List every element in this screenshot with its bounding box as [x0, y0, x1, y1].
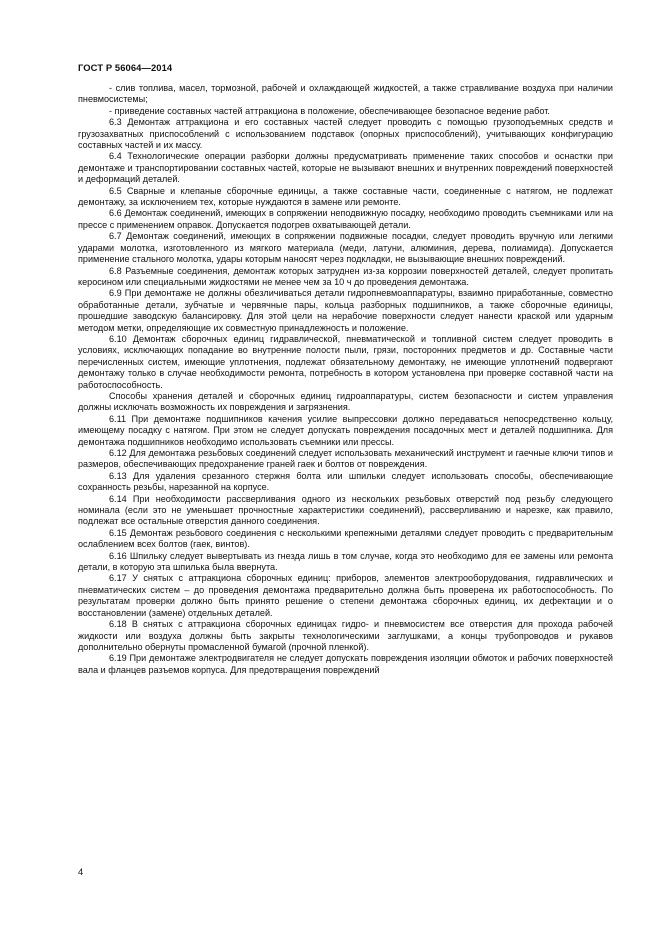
paragraph-6-12: 6.12 Для демонтажа резьбовых соединений следует использовать механический инструмент и гаечные ключи типов и размеров, обеспечивающих предохранение граней гаек и болтов от повреждения.	[78, 448, 613, 470]
document-body	[78, 83, 613, 676]
paragraph-fuel-drain: - слив топлива, масел, тормозной, рабочей и охлаждающей жидкостей, а также стравливание воздуха при наличии пневмосистемы;	[78, 83, 613, 105]
paragraph-6-7: 6.7 Демонтаж соединений, имеющих в сопряжении подвижные посадки, следует проводить вручную или легкими ударами молотка, изготовленного из мягкого материала (меди, латуни, алюминия, дерева, полиамида). Допускается применение стального молотка, удары которым наносят через подкладки, не вызывающие внешних повреждений.	[78, 231, 613, 265]
paragraph-6-5: 6.5 Сварные и клепаные сборочные единицы, а также составные части, соединенные с натягом, не подлежат демонтажу, за исключением тех, которые нуждаются в замене или ремонте.	[78, 185, 613, 208]
document-header-code: ГОСТ Р 56064—2014	[78, 62, 173, 73]
paragraph-6-15: 6.15 Демонтаж резьбового соединения с несколькими крепежными деталями следует проводить с предварительным ослаблением всех болтов (гаек, винтов).	[78, 527, 613, 550]
paragraph-6-3: 6.3 Демонтаж аттракциона и его составных частей следует проводить с помощью грузоподъемных средств и грузозахватных приспособлений с использованием подставок (опорных приспособлений), учитывающих конфигурацию составных частей и их массу.	[78, 117, 613, 151]
paragraph-6-6: 6.6 Демонтаж соединений, имеющих в сопряжении неподвижную посадку, необходимо проводить съемниками или на прессе с применением оправок. Допускается подогрев охватывающей детали.	[78, 208, 613, 230]
paragraph-6-10-storage: Способы хранения деталей и сборочных единиц гидроаппаратуры, систем безопасности и систем управления должны исключать возможность их повреждения и загрязнения.	[78, 390, 613, 413]
paragraph-6-14: 6.14 При необходимости рассверливания одного из нескольких резьбовых отверстий под резьбу следующего номинала (если это не уменьшает прочностные характеристики соединений), рассверливанию и нарезке, как правило, подлежат все остальные отверстия данного соединения.	[78, 493, 613, 527]
paragraph-6-16: 6.16 Шпильку следует вывертывать из гнезда лишь в том случае, когда это необходимо для ее замены или ремонта детали, в которую эта шпилька была ввернута.	[78, 550, 613, 573]
paragraph-6-13: 6.13 Для удаления срезанного стержня болта или шпильки следует использовать способы, обеспечивающие сохранность резьбы, нарезанной на корпусе.	[78, 470, 613, 493]
paragraph-6-18: 6.18 В снятых с аттракциона сборочных единицах гидро- и пневмосистем все отверстия для прохода рабочей жидкости или воздуха должны быть закрыты технологическими заглушками, а концы трубопроводов и рукавов дополнительно обернуты промасленной бумагой (прочной пленкой).	[78, 619, 613, 652]
paragraph-6-10: 6.10 Демонтаж сборочных единиц гидравлической, пневматической и топливной систем следует проводить в условиях, исключающих попадание во внутренние полости пыли, грязи, посторонних предметов и др. Составные части перечисленных систем, имеющие уплотнения, подлежат обязательному демонтажу, не имеющие уплотнений подвергают демонтажу только в случае необходимости ремонта, потребность в котором установлена при проверке составной части на работоспособность.	[78, 333, 613, 390]
paragraph-6-9: 6.9 При демонтаже не должны обезличиваться детали гидропневмоаппаратуры, взаимно приработанные, совместно обработанные детали, зубчатые и червячные пары, кольца разборных подшипников, а также сборочные единицы, прошедшие заводскую балансировку. Для этой цели на нерабочие поверхности следует нанести краской или ударным методом метки, определяющие их совместную принадлежность и положение.	[78, 288, 613, 333]
paragraph-safe-position: - приведение составных частей аттракциона в положение, обеспечивающее безопасное ведение работ.	[109, 105, 550, 116]
paragraph-6-17: 6.17 У снятых с аттракциона сборочных единиц: приборов, элементов электрооборудования, гидравлических и пневматических систем – до проведения демонтажа предварительно должна быть проверена их работоспособность. По результатам проверки должно быть принято решение о степени демонтажа сборочных единиц, их дефектации и о восстановлении (замене) отдельных деталей.	[78, 573, 613, 618]
paragraph-6-8: 6.8 Разъемные соединения, демонтаж которых затруднен из-за коррозии поверхностей деталей, следует пропитать керосином или специальными жидкостями не менее чем за 10 ч до проведения демонтажа.	[78, 265, 613, 287]
paragraph-6-11: 6.11 При демонтаже подшипников качения усилие выпрессовки должно передаваться непосредственно кольцу, имеющему посадку с натягом. При этом не следует допускать повреждения посадочных мест и деталей подшипника. Для демонтажа подшипников необходимо использовать съемники или прессы.	[78, 413, 613, 447]
paragraph-6-19: 6.19 При демонтаже электродвигателя не следует допускать повреждения изоляции обмоток и рабочих поверхностей вала и фланцев разъемов корпуса. Для предотвращения повреждений	[78, 653, 613, 675]
page-number: 4	[78, 866, 84, 877]
paragraph-6-4: 6.4 Технологические операции разборки должны предусматривать применение таких способов и оснастки при демонтаже и транспортировании составных частей, которые не вызывают внешних и внутренних повреждений поверхностей и деформаций деталей.	[78, 151, 613, 185]
